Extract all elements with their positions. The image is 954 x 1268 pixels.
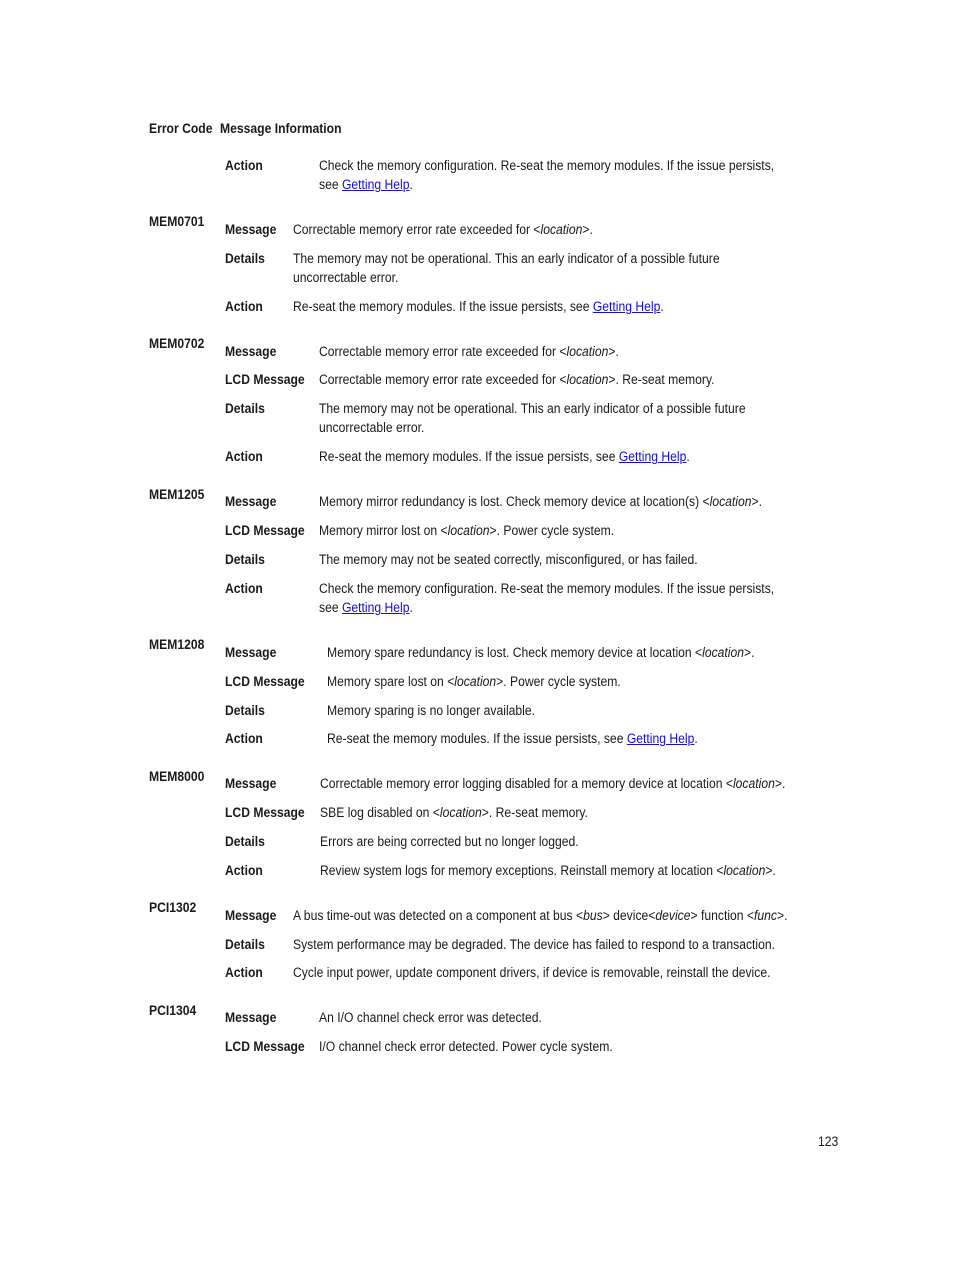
value-line	[293, 220, 593, 239]
value-text: > device<	[602, 908, 656, 923]
value-line	[319, 521, 614, 540]
value-text: Re-seat the memory modules. If the issue persists, see	[327, 731, 627, 746]
placeholder-variable: location	[540, 222, 583, 237]
field-value	[320, 803, 588, 822]
field-label: LCD Message	[225, 523, 305, 538]
value-line	[327, 701, 535, 720]
value-text: .	[660, 299, 664, 314]
field-value	[327, 729, 698, 748]
error-code: MEM0701	[149, 214, 205, 229]
field-value	[327, 701, 535, 720]
value-line	[293, 297, 664, 316]
field-value	[327, 672, 621, 691]
field-label: Details	[225, 937, 265, 952]
field-label: Action	[225, 158, 263, 173]
value-line	[319, 342, 619, 361]
placeholder-variable: location	[709, 494, 752, 509]
value-line	[319, 1037, 613, 1056]
value-text: System performance may be degraded. The device has failed to respond to a transaction.	[293, 937, 776, 952]
value-line	[320, 774, 785, 793]
field-label: Message	[225, 1010, 277, 1025]
value-text: >.	[744, 645, 755, 660]
value-line	[293, 935, 775, 954]
value-line	[319, 399, 746, 418]
error-code: PCI1302	[149, 900, 197, 915]
field-label: LCD Message	[225, 1039, 305, 1054]
value-text: >. Re-seat memory.	[608, 372, 715, 387]
value-text: Review system logs for memory exceptions. Reinstall memory at location <	[320, 863, 724, 878]
value-text: >. Power cycle system.	[496, 674, 621, 689]
value-line	[319, 550, 698, 569]
value-text: .	[694, 731, 698, 746]
field-label: Action	[225, 731, 263, 746]
value-line	[320, 803, 588, 822]
value-text: Re-seat the memory modules. If the issue persists, see	[319, 449, 619, 464]
field-label: Message	[225, 776, 277, 791]
value-text: The memory may not be seated correctly, misconfigured, or has failed.	[319, 552, 698, 567]
placeholder-variable: location	[454, 674, 497, 689]
value-text: see	[319, 600, 342, 615]
field-value	[319, 550, 698, 569]
value-line	[327, 643, 755, 662]
value-text: >. Re-seat memory.	[481, 805, 588, 820]
value-text: Memory mirror redundancy is lost. Check memory device at location(s) <	[319, 494, 710, 509]
error-code: PCI1304	[149, 1003, 197, 1018]
value-text: Memory spare redundancy is lost. Check memory device at location <	[327, 645, 703, 660]
field-label: Action	[225, 863, 263, 878]
field-label: Details	[225, 251, 265, 266]
field-value	[319, 370, 715, 389]
field-value	[319, 399, 746, 437]
error-code: MEM0702	[149, 336, 205, 351]
value-line	[293, 906, 787, 925]
field-value	[293, 935, 775, 954]
field-label: Action	[225, 581, 263, 596]
value-text: >. Power cycle system.	[489, 523, 615, 538]
value-line	[319, 447, 690, 466]
field-value	[319, 1008, 542, 1027]
value-text: Correctable memory error rate exceeded for <	[319, 372, 567, 387]
field-value	[293, 906, 787, 925]
value-line	[293, 268, 720, 287]
value-line	[320, 832, 579, 851]
value-text: Correctable memory error rate exceeded for <	[319, 344, 567, 359]
value-text: An I/O channel check error was detected.	[319, 1010, 542, 1025]
field-label: Details	[225, 834, 265, 849]
field-value	[293, 963, 770, 982]
value-text: I/O channel check error detected. Power cycle system.	[319, 1039, 613, 1054]
value-text: Correctable memory error logging disabled for a memory device at location <	[320, 776, 733, 791]
placeholder-variable: location	[732, 776, 775, 791]
header-message-information: Message Information	[220, 121, 342, 136]
value-line	[319, 1008, 542, 1027]
field-label: Action	[225, 299, 263, 314]
field-value	[319, 1037, 613, 1056]
placeholder-variable: location	[702, 645, 745, 660]
error-code: MEM1205	[149, 487, 205, 502]
value-line	[319, 579, 774, 598]
error-code: MEM1208	[149, 637, 205, 652]
value-text: uncorrectable error.	[319, 420, 425, 435]
placeholder-variable: location	[447, 523, 490, 538]
value-text: Check the memory configuration. Re-seat the memory modules. If the issue persists,	[319, 158, 775, 173]
value-text: uncorrectable error.	[293, 270, 399, 285]
field-value	[319, 579, 774, 617]
getting-help-link[interactable]: Getting Help	[341, 600, 410, 615]
field-label: LCD Message	[225, 805, 305, 820]
getting-help-link[interactable]: Getting Help	[626, 731, 695, 746]
field-value	[293, 220, 593, 239]
value-line	[327, 672, 621, 691]
field-value	[320, 774, 785, 793]
field-value	[320, 832, 579, 851]
value-line	[327, 729, 698, 748]
value-text: The memory may not be operational. This an early indicator of a possible future	[319, 401, 746, 416]
field-label: Message	[225, 344, 277, 359]
field-label: Details	[225, 401, 265, 416]
value-line	[319, 156, 774, 175]
value-text: .	[409, 177, 413, 192]
field-label: Action	[225, 965, 263, 980]
value-line	[320, 861, 776, 880]
field-label: Details	[225, 552, 265, 567]
value-text: >.	[765, 863, 776, 878]
placeholder-variable: location	[723, 863, 766, 878]
value-line	[319, 370, 715, 389]
value-text: The memory may not be operational. This an early indicator of a possible future	[293, 251, 720, 266]
field-label: Details	[225, 703, 265, 718]
getting-help-link[interactable]: Getting Help	[341, 177, 410, 192]
value-line	[319, 418, 746, 437]
value-text: >.	[777, 908, 788, 923]
value-text: Correctable memory error rate exceeded for <	[293, 222, 541, 237]
value-text: Cycle input power, update component drivers, if device is removable, reinstall the device.	[293, 965, 771, 980]
field-label: Message	[225, 645, 277, 660]
value-text: Memory sparing is no longer available.	[327, 703, 536, 718]
error-code: MEM8000	[149, 769, 205, 784]
value-text: A bus time-out was detected on a component at bus <	[293, 908, 584, 923]
field-value	[319, 492, 762, 511]
field-value	[320, 861, 776, 880]
getting-help-link[interactable]: Getting Help	[592, 299, 661, 314]
field-label: Message	[225, 222, 277, 237]
value-text: Check the memory configuration. Re-seat the memory modules. If the issue persists,	[319, 581, 775, 596]
value-line	[293, 249, 720, 268]
value-line	[319, 175, 774, 194]
placeholder-variable: func	[754, 908, 778, 923]
field-label: Message	[225, 494, 277, 509]
placeholder-variable: bus	[583, 908, 603, 923]
value-text: Memory spare lost on <	[327, 674, 455, 689]
field-label: Message	[225, 908, 277, 923]
field-value	[319, 521, 614, 540]
value-text: >.	[774, 776, 786, 791]
field-value	[319, 156, 774, 194]
field-label: LCD Message	[225, 674, 305, 689]
value-text: .	[686, 449, 690, 464]
field-value	[319, 447, 690, 466]
field-label: LCD Message	[225, 372, 305, 387]
value-text: Memory mirror lost on <	[319, 523, 448, 538]
value-text: > function <	[690, 908, 755, 923]
value-line	[319, 492, 762, 511]
value-text: Errors are being corrected but no longer logged.	[320, 834, 579, 849]
placeholder-variable: device	[655, 908, 691, 923]
value-text: Re-seat the memory modules. If the issue persists, see	[293, 299, 593, 314]
field-value	[319, 342, 619, 361]
getting-help-link[interactable]: Getting Help	[618, 449, 687, 464]
field-value	[293, 249, 720, 287]
value-text: .	[409, 600, 413, 615]
value-text: >.	[751, 494, 762, 509]
placeholder-variable: location	[439, 805, 482, 820]
value-text: >.	[608, 344, 619, 359]
value-line	[319, 598, 774, 617]
page-number: 123	[818, 1134, 839, 1149]
placeholder-variable: location	[566, 372, 609, 387]
value-text: SBE log disabled on <	[320, 805, 440, 820]
value-text: >.	[582, 222, 593, 237]
placeholder-variable: location	[566, 344, 609, 359]
header-error-code: Error Code	[149, 121, 213, 136]
value-line	[293, 963, 770, 982]
value-text: see	[319, 177, 342, 192]
field-value	[293, 297, 664, 316]
field-value	[327, 643, 755, 662]
field-label: Action	[225, 449, 263, 464]
